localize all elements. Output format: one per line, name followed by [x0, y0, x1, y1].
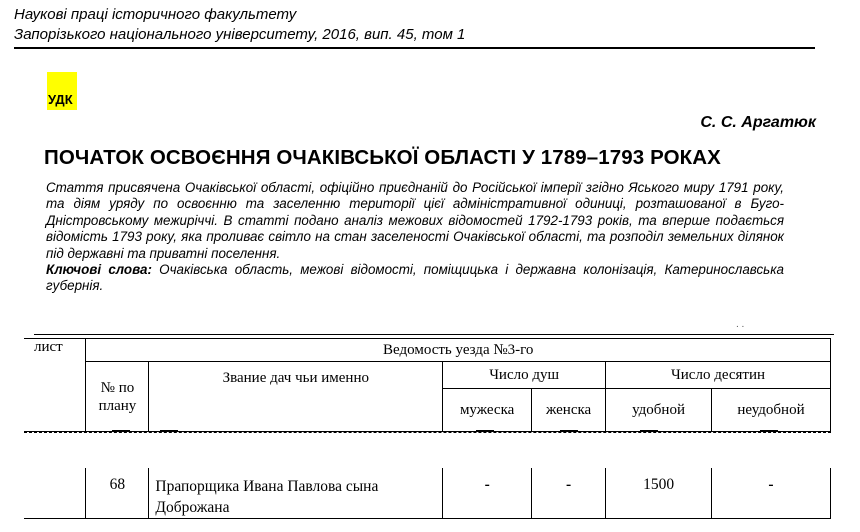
- statement-table-row: [24, 468, 831, 518]
- keywords-text: Очаківська область, межові відомості, поміщицька і державна колонізація, Катеринославська губернія.: [46, 262, 784, 294]
- scan-dots: . .: [736, 319, 745, 330]
- keywords-label: Ключові слова:: [46, 262, 152, 278]
- col-no-header: № по плану: [86, 362, 149, 432]
- cell-name: Прапорщика Ивана Павлова сына Доброжана: [149, 468, 443, 518]
- udk-badge: [47, 72, 77, 110]
- col-male-header: мужеска: [443, 389, 532, 432]
- col-fit-header: удобной: [606, 389, 712, 432]
- cell-list: [24, 468, 86, 518]
- col-name-header: Звание дач чьи именно: [149, 362, 443, 432]
- cut-fragment: [560, 430, 578, 438]
- cell-male: -: [443, 468, 532, 518]
- table-cut-line: [24, 432, 831, 445]
- cut-fragment: [760, 430, 778, 438]
- statement-table-header: [24, 338, 831, 432]
- col-unfit-header: неудобной: [712, 389, 831, 432]
- cut-fragment: [160, 430, 178, 438]
- header-rule: [14, 47, 815, 49]
- col-list-header: лист: [24, 339, 86, 432]
- cut-fragment: [476, 430, 494, 438]
- cell-fit: 1500: [606, 468, 712, 518]
- author-name: С. С. Аргатюк: [700, 114, 816, 131]
- section-rule: [34, 334, 834, 335]
- cell-unfit: -: [712, 468, 831, 518]
- col-female-header: женска: [532, 389, 606, 432]
- article-title: ПОЧАТОК ОСВОЄННЯ ОЧАКІВСЬКОЇ ОБЛАСТІ У 1789–1793 РОКАХ: [44, 146, 721, 169]
- table-bottom-rule: [24, 518, 831, 519]
- journal-line-1: Наукові праці історичного факультету: [14, 6, 297, 23]
- cell-female: -: [532, 468, 606, 518]
- journal-line-2: Запорізького національного університету, 2016, вип. 45, том 1: [14, 26, 466, 43]
- group-souls-header: Число душ: [443, 362, 606, 389]
- table-caption: Ведомость уезда №3-го: [86, 339, 831, 362]
- keywords: [46, 262, 784, 295]
- group-desyatin-header: Число десятин: [606, 362, 831, 389]
- udk-label: УДК: [48, 92, 73, 107]
- abstract: [46, 180, 784, 295]
- cell-no: 68: [86, 468, 149, 518]
- cut-fragment: [640, 430, 658, 438]
- journal-header: [14, 5, 465, 45]
- cut-fragment: [112, 430, 130, 438]
- table-row: [24, 468, 831, 518]
- abstract-text: Стаття присвячена Очаківської області, офіційно приєднаній до Російської імперії згідно Яського миру 1791 року, та діям уряду по освоєнню та заселенню території цієї адміністративної одиниці, розташованої в Буго-Дністровському межиріччі. В статті подано аналіз межових відомостей 1792-1793 років, та вперше подається відомість 1793 року, яка проливає світло на стан заселеності Очаківської області, та розподіл земельних ділянок під державні та приватні поселення.: [46, 180, 784, 261]
